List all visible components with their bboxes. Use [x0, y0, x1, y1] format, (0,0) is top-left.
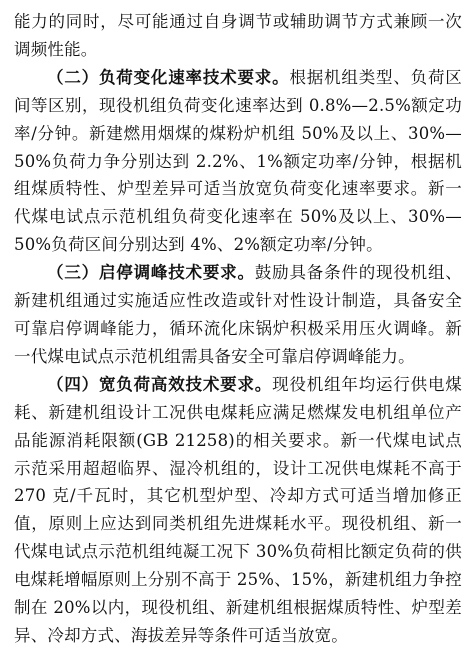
section-heading: （二）负荷变化速率技术要求。 [47, 67, 290, 87]
paragraph-load-change-rate [14, 64, 462, 259]
paragraph-body: 能力的同时，尽可能通过自身调节或辅助调节方式兼顾一次调频性能。 [14, 12, 462, 59]
paragraph-start-stop-peaking [14, 259, 462, 371]
paragraph-wide-load-efficiency [14, 371, 462, 650]
paragraph-body: 鼓励具备条件的现役机组、新建机组通过实施适应性改造或针对性设计制造，具备安全可靠启停调峰能力，循环流化床锅炉积极采用压火调峰。新一代煤电试点示范机组需具备安全可靠启停调峰能力。 [14, 263, 462, 366]
section-heading: （四）宽负荷高效技术要求。 [47, 374, 273, 394]
section-heading: （三）启停调峰技术要求。 [47, 263, 255, 283]
paragraph-body: 根据机组类型、负荷区间等区别，现役机组负荷变化速率达到 0.8%—2.5%额定功率/分钟。新建燃用烟煤的煤粉炉机组 50%及以上、30%—50%负荷力争分别达到 2.2%、1%额定功率/分钟，根据机组煤质特性、炉型差异可适当放宽负荷变化速率要求。新一代煤电试点示范机组负荷变化速率在 50%及以上、30%—50%负荷区间分别达到 4%、2%额定功率/分钟。 [14, 67, 462, 255]
paragraph-body: 现役机组年均运行供电煤耗、新建机组设计工况供电煤耗应满足燃煤发电机组单位产品能源消耗限额(GB 21258)的相关要求。新一代煤电试点示范采用超超临界、湿冷机组的，设计工况供电煤耗不高于 270 克/千瓦时，其它机型炉型、冷却方式可适当增加修正值，原则上应达到同类机组先进煤耗水平。现役机组、新一代煤电试点示范机组纯凝工况下 30%负荷相比额定负荷的供电煤耗增幅原则上分别不高于 25%、15%，新建机组力争控制在 20%以内，现役机组、新建机组根据煤质特性、炉型差异、冷却方式、海拔差异等条件可适当放宽。 [14, 374, 462, 645]
paragraph-continuation [14, 8, 462, 64]
